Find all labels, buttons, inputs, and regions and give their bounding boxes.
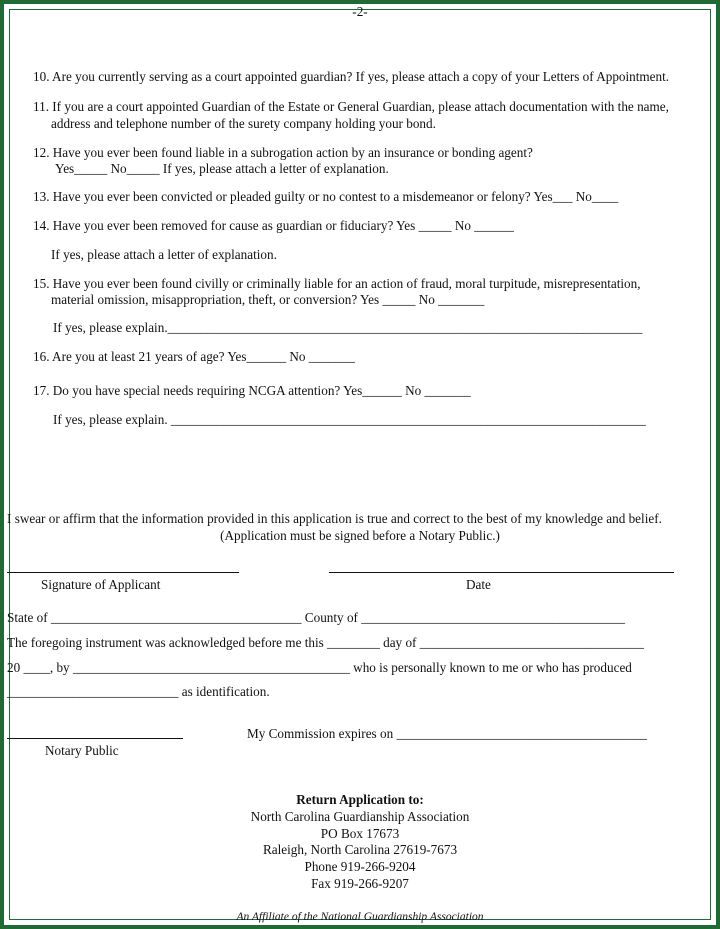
date-line	[329, 572, 674, 573]
question-11-line-1: 11. If you are a court appointed Guardian of the Estate or General Guardian, please attach documentation with the name,	[33, 99, 669, 114]
question-10: 10. Are you currently serving as a court appointed guardian? If yes, please attach a copy of your Letters of Appointment.	[33, 69, 670, 84]
return-po-box: PO Box 17673	[320, 826, 400, 841]
question-16: 16. Are you at least 21 years of age? Yes______ No _______	[33, 349, 355, 364]
signature-label: Signature of Applicant	[41, 577, 161, 592]
footer-affiliate: An Affiliate of the National Guardianship Association	[236, 911, 484, 923]
question-12-line-1: 12. Have you ever been found liable in a subrogation action by an insurance or bonding agent?	[33, 145, 533, 160]
question-17: 17. Do you have special needs requiring NCGA attention? Yes______ No _______	[33, 383, 471, 398]
return-phone: Phone 919-266-9204	[304, 859, 416, 874]
return-city: Raleigh, North Carolina 27619-7673	[262, 842, 458, 857]
notary-acknowledged: The foregoing instrument was acknowledged before me this ________ day of __________________________________	[7, 635, 644, 650]
question-14-followup: If yes, please attach a letter of explanation.	[51, 247, 277, 262]
date-label: Date	[466, 577, 491, 592]
notary-signature-line	[7, 738, 183, 739]
question-13: 13. Have you ever been convicted or pleaded guilty or no contest to a misdemeanor or felony? Yes___ No____	[33, 189, 619, 204]
question-15-followup: If yes, please explain.________________________________________________________________________	[53, 320, 643, 335]
question-15-line-2: material omission, misappropriation, theft, or conversion? Yes _____ No _______	[51, 292, 485, 307]
notary-public-label: Notary Public	[45, 743, 119, 758]
return-heading: Return Application to:	[296, 792, 424, 807]
affirmation-note: (Application must be signed before a Notary Public.)	[220, 528, 500, 543]
signature-line	[7, 572, 239, 573]
page-number: -2-	[352, 4, 368, 19]
commission-expires: My Commission expires on ______________________________________	[247, 726, 648, 741]
question-11-line-2: address and telephone number of the surety company holding your bond.	[51, 116, 436, 131]
return-organization: North Carolina Guardianship Association	[250, 809, 470, 824]
question-14: 14. Have you ever been removed for cause as guardian or fiduciary? Yes _____ No ______	[33, 218, 514, 233]
question-17-followup: If yes, please explain. ________________________________________________________________________	[53, 412, 646, 427]
notary-state-county: State of ______________________________________ County of ________________________________________	[7, 610, 625, 625]
return-fax: Fax 919-266-9207	[311, 876, 409, 891]
question-12-line-2: Yes_____ No_____ If yes, please attach a letter of explanation.	[55, 161, 389, 176]
notary-identification: __________________________ as identification.	[7, 684, 270, 699]
notary-year-by: 20 ____, by __________________________________________ who is personally known to me or who has produced	[7, 660, 632, 675]
question-15-line-1: 15. Have you ever been found civilly or criminally liable for an action of fraud, moral turpitude, misrepresentation,	[33, 276, 641, 291]
affirmation-statement: I swear or affirm that the information provided in this application is true and correct to the best of my knowledge and belief.	[7, 511, 662, 526]
